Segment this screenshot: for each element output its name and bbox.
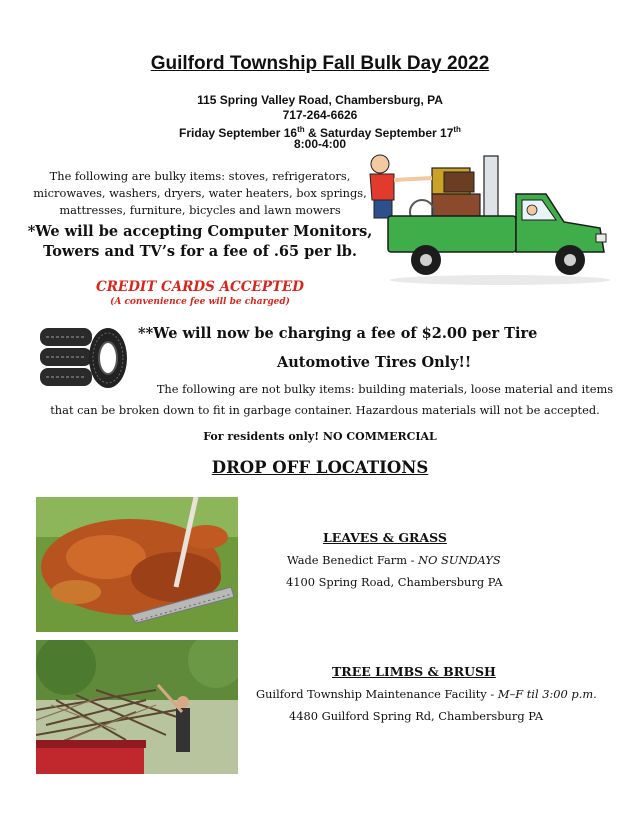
event-hours: 8:00-4:00 [293, 137, 347, 151]
tire-upright-rim [99, 342, 117, 374]
dropoff-heading: DROP OFF LOCATIONS [211, 458, 429, 477]
person-arm [394, 178, 432, 180]
cargo-box [444, 172, 474, 192]
person-shirt [370, 174, 394, 200]
cargo-dresser [432, 194, 480, 216]
truck-bed [388, 216, 516, 252]
location-heading-leaves: LEAVES & GRASS [323, 530, 447, 545]
credit-cards-text: CREDIT CARDS ACCEPTED [95, 279, 305, 295]
worker [176, 708, 190, 752]
person-head [371, 155, 389, 173]
driver-head [527, 205, 537, 215]
location-address-brush: 4480 Guilford Spring Rd, Chambersburg PA [289, 709, 544, 723]
page-title: Guilford Township Fall Bulk Day 2022 [150, 53, 490, 74]
truck-shadow [390, 275, 610, 285]
person-pants [374, 200, 392, 218]
event-dates: Friday September 16th & Saturday September 17th [179, 125, 461, 140]
front-hubcap [564, 254, 576, 266]
branches-photo [36, 640, 238, 774]
location-place-leaves: Wade Benedict Farm - NO SUNDAYS [287, 553, 501, 567]
location-heading-brush: TREE LIMBS & BRUSH [332, 664, 496, 679]
bulky-items-text: The following are bulky items: stoves, refrigerators, microwaves, washers, dryers, water heaters, box springs, mattresses, furniture, bicycles and lawn mowers [33, 169, 367, 217]
pickup-truck-illustration [360, 150, 610, 300]
not-bulky-text: The following are not bulky items: building materials, loose material and items that can be broken down to fit in garbage container. Hazardous materials will not be accepted. [50, 382, 614, 417]
rear-hubcap [420, 254, 432, 266]
tire-fee-text: **We will now be charging a fee of $2.00 per Tire [138, 325, 538, 342]
loose-leaves-left [51, 580, 101, 604]
residents-only-note: For residents only! NO COMMERCIAL [203, 430, 437, 443]
leaves-rake-photo [36, 497, 238, 632]
address: 115 Spring Valley Road, Chambersburg, PA [197, 93, 443, 107]
red-truck-bed [36, 746, 144, 774]
convenience-fee-text: (A convenience fee will be charged) [110, 297, 290, 307]
truck-bumper [596, 234, 606, 242]
cargo-water-heater [484, 156, 498, 218]
tire-type-note: Automotive Tires Only!! [277, 354, 472, 371]
phone: 717-264-6626 [282, 108, 358, 122]
location-address-leaves: 4100 Spring Road, Chambersburg PA [286, 575, 503, 589]
location-place-brush: Guilford Township Maintenance Facility - M–F til 3:00 p.m. [256, 687, 597, 701]
monitors-fee-text: *We will be accepting Computer Monitors, Towers and TV’s for a fee of .65 per lb. [27, 223, 373, 260]
red-truck-rail [36, 740, 146, 748]
